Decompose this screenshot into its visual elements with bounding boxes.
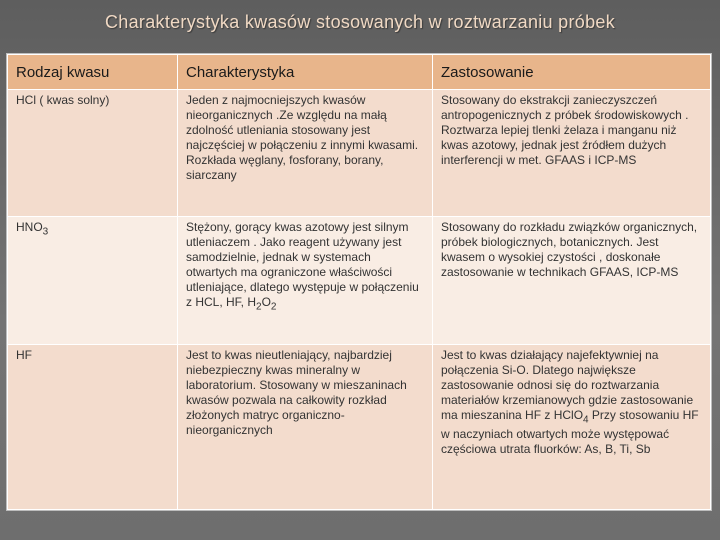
acid-name-hno3: [8, 217, 178, 345]
acid-name-hf: HF: [8, 345, 178, 510]
acid-table-container: [6, 53, 712, 511]
slide-title: Charakterystyka kwasów stosowanych w roztwarzaniu próbek: [105, 12, 615, 32]
table-row: [8, 90, 711, 217]
formula-subscript: 2: [270, 301, 277, 313]
application-hno3: Stosowany do rozkładu związków organicznych, próbek biologicznych, botanicznych. Jest kwasem o wysokiej czystości , doskonałe zastosowanie w technikach GFAAS, ICP-MS: [433, 217, 711, 345]
header-characteristic: Charakterystyka: [178, 55, 433, 90]
characteristic-hcl: Jeden z najmocniejszych kwasów nieorganicznych .Ze względu na małą zdolność utleniania stosowany jest najczęściej w połączeniu z innymi kwasami. Rozkłada węglany, fosforany, borany, siarczany: [178, 90, 433, 217]
characteristic-hno3: [178, 217, 433, 345]
application-text-cont: Przy stosowaniu HF w naczyniach otwartych może występować częściowa utrata fluorków: As, B, Ti, Sb: [441, 408, 699, 457]
acid-name-hcl: HCl ( kwas solny): [8, 90, 178, 217]
application-hcl: Stosowany do ekstrakcji zanieczyszczeń antropogenicznych z próbek środowiskowych . Roztwarza lepiej tlenki żelaza i manganu niż kwas azotowy, jednak jest źródłem dużych interferencji w met. GFAAS i ICP-MS: [433, 90, 711, 217]
acid-formula-subscript: 3: [42, 226, 49, 238]
header-application: Zastosowanie: [433, 55, 711, 90]
characteristic-text: Stężony, gorący kwas azotowy jest silnym utleniaczem . Jako reagent używany jest samodzielnie, jednak w systemach otwartych ma ograniczone właściwości utleniające, dlatego występuje w połączeniu z HCL, HF, H: [186, 220, 419, 309]
application-hf: [433, 345, 711, 510]
acid-formula-base: HNO: [16, 220, 43, 234]
acid-table: [7, 54, 711, 510]
formula-subscript: 4: [583, 414, 589, 426]
table-row: [8, 345, 711, 510]
header-acid-type: Rodzaj kwasu: [8, 55, 178, 90]
table-header-row: [8, 55, 711, 90]
formula-subscript: 2: [256, 301, 262, 313]
table-row: [8, 217, 711, 345]
characteristic-hf: Jest to kwas nieutleniający, najbardziej niebezpieczny kwas mineralny w laboratorium. Stosowany w mieszaninach kwasów pozwala na całkowity rozkład złożonych matryc organiczno-nieorganicznych: [178, 345, 433, 510]
formula-part: O: [261, 295, 271, 309]
application-text: Jest to kwas działający najefektywniej na połączenia Si-O. Dlatego największe zastosowanie odnosi się do roztwarzania materiałów krzemianowych gdzie zastosowanie ma mieszanina HF z HClO: [441, 348, 694, 422]
